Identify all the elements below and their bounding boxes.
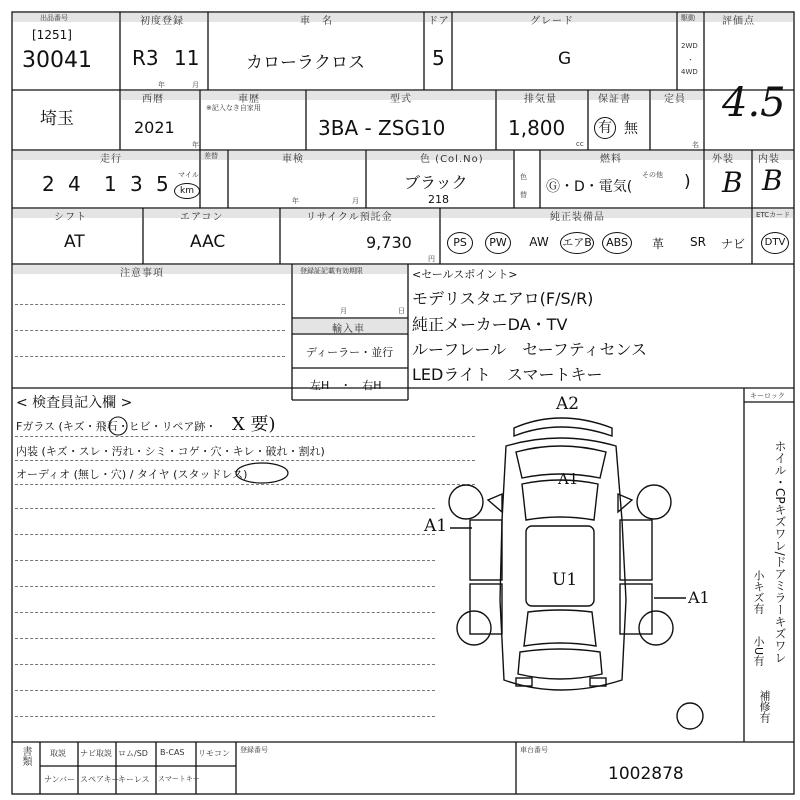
doc-number-plate: ナンバー	[44, 775, 76, 784]
first-reg-month: 11	[174, 46, 200, 70]
label-registration-number: 登録番号	[240, 746, 268, 754]
recycle-fee: 9,730	[366, 233, 412, 252]
damage-mark-left-side: A1	[424, 516, 448, 536]
inspector-line-glass: Fガラス (キズ・飛石・ヒビ・リペア跡・	[16, 420, 217, 433]
fuel: Ⓖ・D・電気(	[546, 179, 633, 195]
mileage-unit-km-circled: km	[174, 183, 200, 199]
reg-month-unit: 月	[340, 307, 347, 315]
equipment-aw: AW	[529, 235, 549, 249]
fuel-close: )	[684, 172, 691, 192]
label-aircon: エアコン	[180, 212, 224, 223]
doc-bcas: B-CAS	[160, 748, 185, 757]
equipment-navi: ナビ	[720, 237, 745, 251]
drive-4wd: 4WD	[681, 68, 698, 76]
equipment-ps-circled: PS	[447, 232, 473, 254]
doc-keyless: キーレス	[118, 775, 150, 784]
label-car-name: 車 名	[300, 16, 333, 27]
mileage-digit-2: 4	[68, 172, 81, 196]
shift: AT	[64, 232, 85, 252]
small-scratch: 小キズ有	[752, 570, 765, 614]
interior-grade: B	[762, 164, 783, 197]
label-exhibit-no: 出品番号	[40, 14, 68, 22]
label-recycle: リサイクル預託金	[306, 212, 393, 223]
inspector-title: < 検査員記入欄 >	[16, 395, 133, 411]
color-change-1: 色	[520, 173, 527, 181]
label-doors: ドア	[428, 16, 450, 27]
year: 2021	[134, 118, 175, 137]
warranty-yes-circled: 有	[594, 117, 616, 139]
reg-day-unit: 日	[398, 307, 405, 315]
label-chassis-number: 車台番号	[520, 746, 548, 754]
sales-point-1: モデリスタエアロ(F/S/R)	[412, 289, 594, 308]
doc-navi-manual: ナビ取説	[80, 749, 112, 758]
doors: 5	[432, 46, 445, 70]
label-equipment: 純正装備品	[550, 212, 605, 223]
sales-point-2: 純正メーカーDA・TV	[412, 315, 568, 334]
equipment-leather: 革	[651, 237, 664, 251]
mileage-digit-3: 1	[104, 172, 117, 196]
doc-spare-key: スペアキー	[80, 775, 120, 784]
label-etc: ETCカード	[756, 211, 791, 219]
label-import: 輸入車	[332, 324, 365, 335]
doc-manual: 取説	[50, 749, 66, 758]
damage-mark-front-bumper: A2	[556, 394, 580, 414]
displacement: 1,800	[508, 116, 566, 140]
color: ブラック	[404, 173, 468, 192]
sales-point-3: ルーフレール セーフティセンス	[412, 340, 648, 359]
inspector-line-audio: オーディオ (無し・穴) / タイヤ (スタッドレス)	[16, 468, 248, 481]
doc-rom-sd: ロム/SD	[118, 749, 148, 758]
label-mileage: 走行	[100, 154, 122, 165]
label-score: 評価点	[722, 16, 755, 27]
label-reg-expiry: 登録証記載有効期限	[300, 267, 363, 275]
color-change-2: 替	[520, 191, 527, 199]
equipment-abs-circled: ABS	[602, 232, 632, 254]
inspection-unit-month: 月	[352, 197, 359, 205]
warranty-no: 無	[624, 121, 638, 137]
label-inspection: 車検	[282, 154, 304, 165]
label-color: 色 (Col.No)	[420, 154, 484, 165]
sales-point-4: LEDライト スマートキー	[412, 365, 603, 384]
label-notes: 注意事項	[120, 268, 164, 279]
fuel-other: その他	[642, 171, 663, 179]
wheel-mirror-note: ホイル・CPキズワレ/ドアミラーキズワレ	[773, 440, 787, 664]
label-model: 型式	[390, 94, 412, 105]
vehicle-type-note: ※記入なき自家用	[206, 104, 261, 112]
mileage-digit-5: 5	[156, 172, 169, 196]
damage-mark-right-side: A1	[688, 588, 710, 607]
unit-year-2: 年	[192, 141, 199, 149]
drive-2wd: 2WD	[681, 42, 698, 50]
label-year: 西暦	[142, 94, 164, 105]
equipment-pw-circled: PW	[485, 232, 511, 254]
unit-month: 月	[192, 81, 199, 89]
label-first-registration: 初度登録	[140, 16, 184, 27]
unit-persons: 名	[692, 141, 699, 149]
label-grade: グレード	[530, 16, 574, 27]
mileage-unit-mile: マイル	[178, 171, 199, 179]
chassis-number: 1002878	[608, 764, 684, 784]
mileage-digit-1: 2	[42, 172, 55, 196]
car-name: カローラクロス	[246, 53, 365, 73]
label-sales-points: <セールスポイント>	[412, 268, 518, 281]
equipment-airbag-circled: エアB	[560, 232, 594, 254]
exterior-grade: B	[722, 166, 743, 199]
label-interior: 内装	[758, 154, 780, 165]
label-exterior: 外装	[712, 154, 734, 165]
damage-mark-roof: U1	[552, 570, 578, 590]
label-drive: 駆動	[681, 14, 695, 22]
label-key-lock: キーロック	[750, 392, 785, 400]
lot-number: 30041	[22, 48, 92, 73]
first-reg-era-year: R3	[132, 46, 159, 70]
inspector-line-interior: 内装 (キズ・スレ・汚れ・シミ・コゲ・穴・キレ・破れ・割れ)	[16, 445, 325, 458]
doc-smart-key: スマートキー	[158, 775, 200, 783]
lot-bracket: [1251]	[32, 28, 72, 42]
grade: G	[558, 49, 572, 69]
region: 埼玉	[40, 109, 74, 129]
color-number: 218	[428, 193, 449, 206]
score: 4.5	[722, 80, 786, 126]
label-shift: シフト	[54, 212, 87, 223]
label-fuel: 燃料	[600, 154, 622, 165]
label-documents: 書類	[20, 746, 31, 766]
steering: 左H ・ 右H	[310, 379, 382, 392]
label-vehicle-history: 車歴	[238, 94, 260, 105]
label-displacement: 排気量	[524, 94, 557, 105]
label-capacity: 定員	[664, 94, 686, 105]
equipment-sunroof: SR	[690, 235, 706, 249]
aircon: AAC	[190, 232, 226, 252]
inspection-unit-year: 年	[292, 197, 299, 205]
glass-mark: X 要)	[232, 414, 276, 435]
repaired: 補修有	[758, 690, 771, 723]
doc-remote: リモコン	[198, 749, 230, 758]
drive-dot: ・	[687, 56, 694, 64]
label-meter: 差替	[204, 152, 218, 160]
unit-year: 年	[158, 81, 165, 89]
equipment-dtv-circled: DTV	[761, 232, 789, 254]
small-dent: 小U有	[752, 636, 765, 667]
label-warranty: 保証書	[598, 94, 631, 105]
model-code: 3BA - ZSG10	[318, 116, 446, 140]
import-type: ディーラー・並行	[306, 346, 394, 359]
unit-yen: 円	[428, 255, 435, 263]
mileage-digit-4: 3	[130, 172, 143, 196]
damage-mark-hood: A1	[558, 470, 579, 488]
unit-cc: cc	[576, 140, 584, 148]
